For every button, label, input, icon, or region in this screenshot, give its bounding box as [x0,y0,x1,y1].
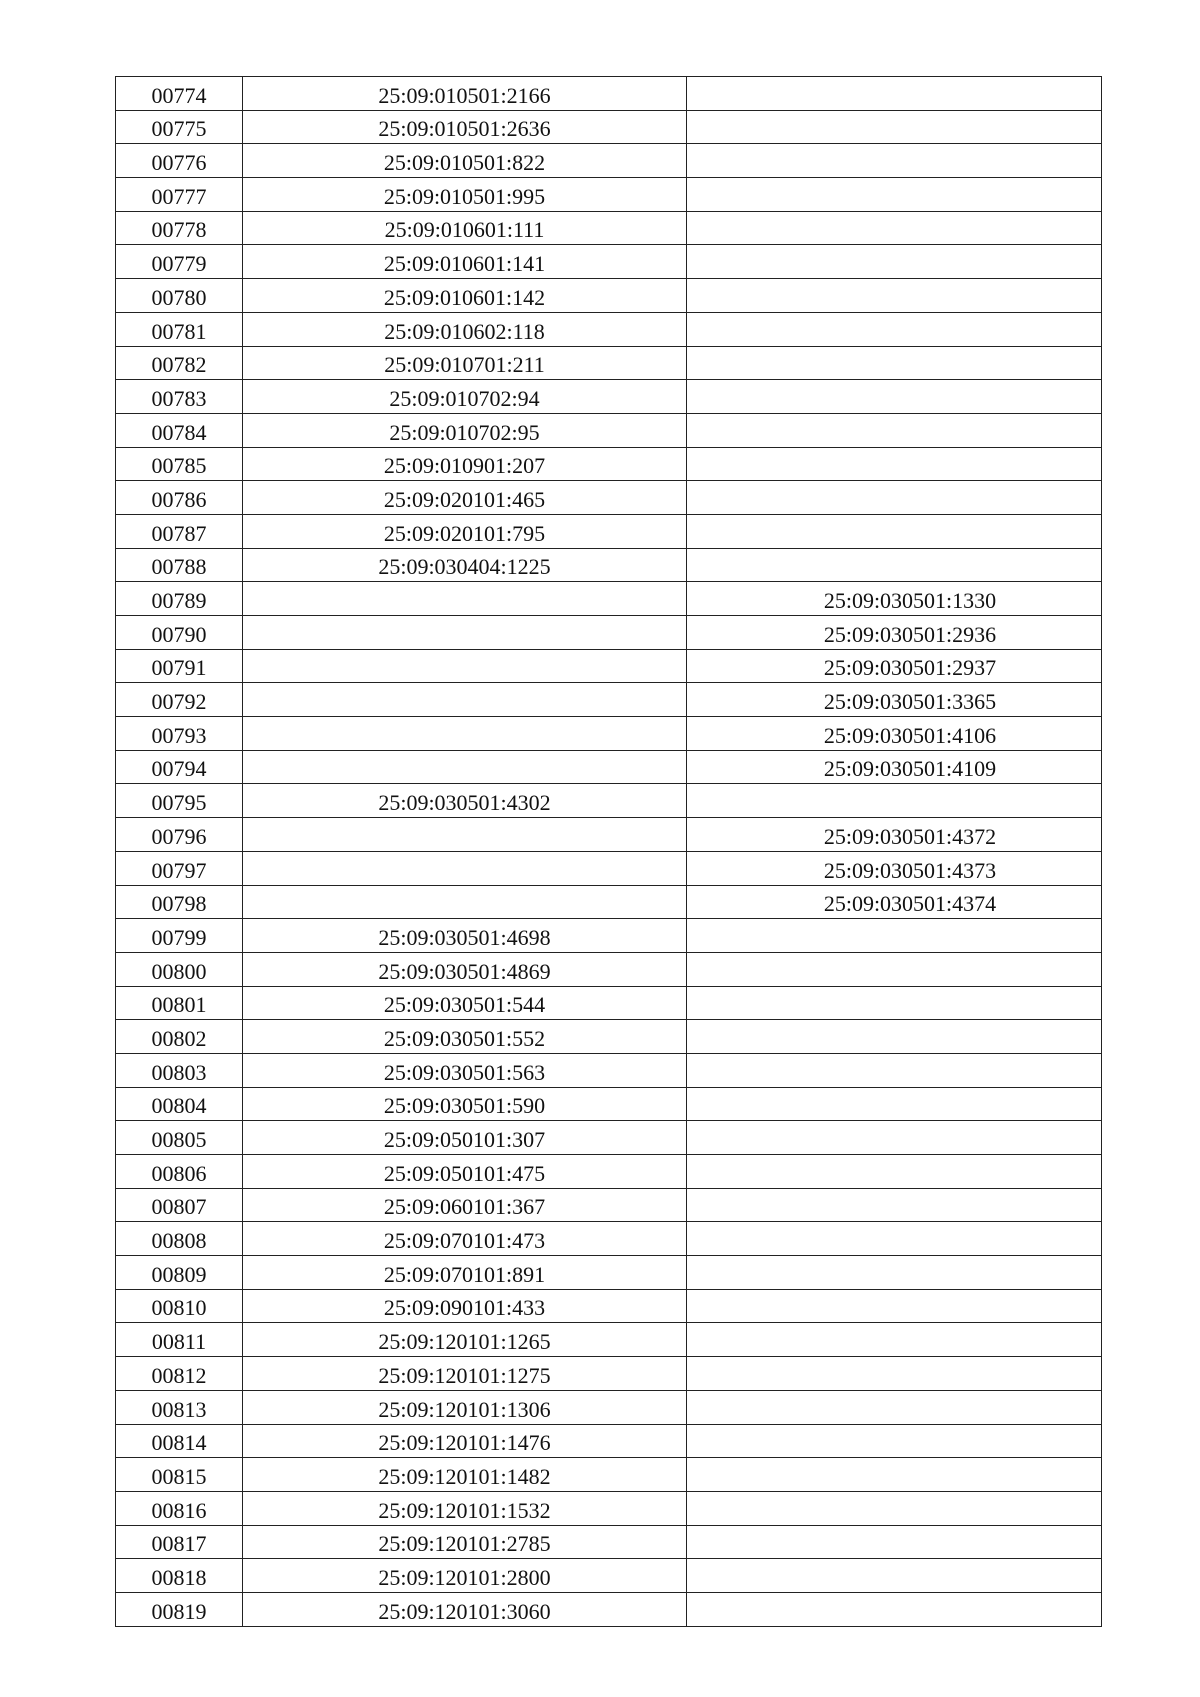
row-number-cell [116,1087,243,1121]
cadastral-number-cell-text: 25:09:120101:1265 [378,1329,551,1355]
additional-cadastral-number-cell [687,1390,1102,1424]
table-row [116,77,1102,111]
row-number-cell-text: 00819 [151,1598,207,1624]
additional-cadastral-number-cell [687,649,1102,683]
row-number-cell [116,1357,243,1391]
cadastral-number-cell [243,885,687,919]
row-number-cell [116,1390,243,1424]
additional-cadastral-number-cell [687,1592,1102,1626]
cadastral-number-cell-text: 25:09:120101:2785 [378,1531,551,1557]
row-number-cell [116,1525,243,1559]
additional-cadastral-number-cell [687,110,1102,144]
cadastral-number-cell-text: 25:09:120101:2800 [378,1564,551,1590]
table-row [116,1087,1102,1121]
table-row [116,514,1102,548]
row-number-cell [116,548,243,582]
row-number-cell [116,413,243,447]
table-row [116,616,1102,650]
table-row [116,717,1102,751]
additional-cadastral-number-cell-text: 25:09:030501:3365 [823,689,997,715]
cadastral-number-cell-text: 25:09:120101:3060 [378,1598,551,1624]
additional-cadastral-number-cell [687,178,1102,212]
table-row [116,1256,1102,1290]
additional-cadastral-number-cell [687,447,1102,481]
cadastral-number-cell [243,346,687,380]
cadastral-number-cell [243,986,687,1020]
cadastral-number-cell-text: 25:09:120101:1482 [378,1463,551,1489]
table-row [116,1592,1102,1626]
cadastral-number-cell [243,582,687,616]
additional-cadastral-number-cell [687,683,1102,717]
additional-cadastral-number-cell [687,77,1102,111]
row-number-cell-text: 00808 [151,1228,207,1254]
cadastral-number-cell-text: 25:09:030501:4869 [378,958,551,984]
table-row [116,1323,1102,1357]
additional-cadastral-number-cell [687,1087,1102,1121]
cadastral-number-cell [243,380,687,414]
table-row [116,818,1102,852]
row-number-cell-text: 00812 [151,1362,207,1388]
row-number-cell [116,717,243,751]
row-number-cell [116,279,243,313]
cadastral-number-cell [243,1559,687,1593]
additional-cadastral-number-cell [687,413,1102,447]
additional-cadastral-number-cell [687,885,1102,919]
additional-cadastral-number-cell [687,1053,1102,1087]
cadastral-number-cell-text: 25:09:010702:95 [389,419,540,445]
table-row [116,1525,1102,1559]
additional-cadastral-number-cell [687,784,1102,818]
table-row [116,1222,1102,1256]
table-row [116,380,1102,414]
additional-cadastral-number-cell [687,279,1102,313]
row-number-cell-text: 00805 [151,1127,207,1152]
additional-cadastral-number-cell [687,144,1102,178]
table-row [116,1155,1102,1189]
cadastral-number-cell-text: 25:09:010702:94 [389,385,540,411]
cadastral-number-cell [243,1525,687,1559]
row-number-cell-text: 00791 [151,655,207,681]
row-number-cell [116,1458,243,1492]
additional-cadastral-number-cell [687,1525,1102,1559]
row-number-cell-text: 00795 [151,790,207,816]
cadastral-number-cell-text: 25:09:010602:118 [384,318,545,344]
cadastral-number-cell [243,818,687,852]
cadastral-number-cell-text: 25:09:050101:307 [383,1127,546,1152]
cadastral-number-cell [243,851,687,885]
cadastral-number-cell [243,1087,687,1121]
additional-cadastral-number-cell-text: 25:09:030501:4106 [823,722,997,748]
cadastral-number-cell [243,1155,687,1189]
additional-cadastral-number-cell-text: 25:09:030501:4109 [823,756,997,782]
table-row [116,481,1102,515]
table-row [116,683,1102,717]
cadastral-number-cell-text: 25:09:030501:552 [383,1025,546,1051]
row-number-cell [116,1121,243,1155]
additional-cadastral-number-cell [687,1559,1102,1593]
row-number-cell-text: 00779 [151,251,207,277]
row-number-cell [116,514,243,548]
row-number-cell [116,481,243,515]
additional-cadastral-number-cell [687,1458,1102,1492]
row-number-cell-text: 00813 [151,1396,207,1422]
table-row [116,144,1102,178]
row-number-cell [116,1155,243,1189]
cadastral-number-cell [243,717,687,751]
cadastral-number-cell [243,1357,687,1391]
row-number-cell [116,346,243,380]
table-row [116,851,1102,885]
cadastral-number-cell [243,750,687,784]
row-number-cell [116,447,243,481]
row-number-cell [116,1020,243,1054]
row-number-cell [116,683,243,717]
cadastral-number-cell-text: 25:09:120101:1306 [378,1396,551,1422]
cadastral-number-cell [243,1323,687,1357]
additional-cadastral-number-cell [687,1357,1102,1391]
additional-cadastral-number-cell [687,582,1102,616]
additional-cadastral-number-cell [687,1155,1102,1189]
table-row [116,1491,1102,1525]
table-row [116,346,1102,380]
table-row [116,413,1102,447]
row-number-cell [116,1592,243,1626]
cadastral-number-cell [243,1424,687,1458]
row-number-cell [116,1053,243,1087]
row-number-cell-text: 00792 [151,689,207,715]
table-row [116,919,1102,953]
table-row [116,178,1102,212]
row-number-cell-text: 00787 [151,520,207,546]
table-row [116,1188,1102,1222]
table-row [116,245,1102,279]
table-row [116,1020,1102,1054]
row-number-cell [116,1188,243,1222]
row-number-cell-text: 00775 [151,116,207,142]
table-row [116,548,1102,582]
additional-cadastral-number-cell-text: 25:09:030501:2937 [823,655,997,681]
cadastral-number-cell-text: 25:09:090101:433 [383,1295,546,1321]
row-number-cell [116,1559,243,1593]
cadastral-number-cell-text: 25:09:060101:367 [383,1194,546,1220]
row-number-cell [116,784,243,818]
row-number-cell-text: 00818 [151,1564,207,1590]
row-number-cell-text: 00789 [151,588,207,613]
row-number-cell-text: 00777 [151,183,207,209]
cadastral-number-cell [243,211,687,245]
additional-cadastral-number-cell [687,481,1102,515]
row-number-cell-text: 00783 [151,385,207,411]
additional-cadastral-number-cell [687,312,1102,346]
table-row [116,110,1102,144]
additional-cadastral-number-cell [687,1323,1102,1357]
cadastral-number-cell [243,919,687,953]
table-row [116,885,1102,919]
row-number-cell [116,885,243,919]
row-number-cell [116,1491,243,1525]
cadastral-number-cell [243,77,687,111]
row-number-cell-text: 00778 [151,217,207,243]
row-number-cell-text: 00810 [151,1295,207,1321]
row-number-cell [116,1289,243,1323]
cadastral-number-cell-text: 25:09:010601:111 [384,217,545,243]
additional-cadastral-number-cell [687,1222,1102,1256]
cadastral-number-cell [243,616,687,650]
row-number-cell [116,312,243,346]
additional-cadastral-number-cell [687,818,1102,852]
cadastral-number-cell [243,110,687,144]
row-number-cell [116,380,243,414]
row-number-cell-text: 00796 [151,823,207,849]
additional-cadastral-number-cell [687,919,1102,953]
table-row [116,211,1102,245]
row-number-cell-text: 00780 [151,284,207,310]
cadastral-number-cell-text: 25:09:050101:475 [383,1160,546,1186]
cadastral-number-cell [243,1053,687,1087]
cadastral-number-cell-text: 25:09:030501:4698 [378,924,551,950]
cadastral-number-cell-text: 25:09:120101:1275 [378,1362,551,1388]
table-row [116,1458,1102,1492]
cadastral-number-cell [243,481,687,515]
row-number-cell-text: 00781 [151,318,207,344]
row-number-cell [116,649,243,683]
row-number-cell-text: 00786 [151,486,207,512]
cadastral-number-cell [243,1222,687,1256]
row-number-cell [116,1323,243,1357]
table-row [116,447,1102,481]
additional-cadastral-number-cell [687,1121,1102,1155]
row-number-cell-text: 00782 [151,352,207,378]
cadastral-number-cell-text: 25:09:070101:473 [383,1228,546,1254]
additional-cadastral-number-cell-text: 25:09:030501:2936 [823,621,997,647]
row-number-cell [116,1256,243,1290]
additional-cadastral-number-cell [687,245,1102,279]
additional-cadastral-number-cell [687,346,1102,380]
row-number-cell-text: 00790 [151,621,207,647]
row-number-cell [116,178,243,212]
row-number-cell [116,851,243,885]
cadastral-number-cell-text: 25:09:010501:2166 [378,82,551,108]
table-row [116,649,1102,683]
cadastral-number-cell-text: 25:09:030501:563 [383,1059,546,1085]
table-row [116,750,1102,784]
cadastral-number-cell [243,784,687,818]
row-number-cell [116,1222,243,1256]
cadastral-number-cell [243,1020,687,1054]
row-number-cell [116,77,243,111]
table-row [116,1121,1102,1155]
cadastral-number-cell-text: 25:09:010601:141 [383,251,546,277]
cadastral-number-cell [243,312,687,346]
cadastral-number-table [115,76,1102,1627]
cadastral-number-cell [243,1256,687,1290]
cadastral-number-cell [243,952,687,986]
row-number-cell-text: 00776 [151,150,207,176]
row-number-cell-text: 00798 [151,891,207,917]
cadastral-number-cell [243,1289,687,1323]
additional-cadastral-number-cell [687,380,1102,414]
table-row [116,1357,1102,1391]
table-row [116,279,1102,313]
cadastral-number-cell-text: 25:09:030501:4302 [378,790,551,816]
row-number-cell [116,616,243,650]
additional-cadastral-number-cell [687,1491,1102,1525]
table-row [116,1559,1102,1593]
cadastral-number-cell [243,1592,687,1626]
cadastral-number-cell-text: 25:09:020101:465 [383,486,546,512]
row-number-cell-text: 00806 [151,1160,207,1186]
cadastral-number-cell [243,245,687,279]
additional-cadastral-number-cell [687,952,1102,986]
additional-cadastral-number-cell-text: 25:09:030501:1330 [823,588,997,613]
cadastral-number-cell [243,649,687,683]
row-number-cell-text: 00784 [151,419,207,445]
cadastral-number-cell-text: 25:09:010501:822 [383,150,546,176]
cadastral-number-cell [243,144,687,178]
table-body [116,77,1102,1627]
row-number-cell-text: 00804 [151,1093,207,1119]
row-number-cell-text: 00802 [151,1025,207,1051]
additional-cadastral-number-cell [687,1188,1102,1222]
cadastral-number-cell [243,548,687,582]
cadastral-number-cell-text: 25:09:010701:211 [384,352,545,378]
table-row [116,1390,1102,1424]
row-number-cell-text: 00785 [151,453,207,479]
row-number-cell-text: 00774 [151,82,207,108]
additional-cadastral-number-cell [687,1424,1102,1458]
table-row [116,582,1102,616]
table-row [116,1053,1102,1087]
additional-cadastral-number-cell [687,750,1102,784]
row-number-cell-text: 00815 [151,1463,207,1489]
table-row [116,986,1102,1020]
cadastral-number-cell-text: 25:09:070101:891 [383,1261,546,1287]
additional-cadastral-number-cell-text: 25:09:030501:4374 [823,891,997,917]
additional-cadastral-number-cell-text: 25:09:030501:4372 [823,823,997,849]
row-number-cell-text: 00807 [151,1194,207,1220]
cadastral-number-cell [243,413,687,447]
row-number-cell [116,211,243,245]
additional-cadastral-number-cell [687,717,1102,751]
row-number-cell [116,952,243,986]
row-number-cell-text: 00817 [151,1531,207,1557]
row-number-cell-text: 00793 [151,722,207,748]
cadastral-number-cell [243,1458,687,1492]
row-number-cell-text: 00814 [151,1430,207,1456]
table-row [116,312,1102,346]
additional-cadastral-number-cell [687,1289,1102,1323]
additional-cadastral-number-cell-text: 25:09:030501:4373 [823,857,997,883]
row-number-cell [116,818,243,852]
cadastral-number-cell-text: 25:09:030501:544 [383,992,546,1018]
row-number-cell [116,1424,243,1458]
cadastral-number-cell [243,1491,687,1525]
row-number-cell-text: 00794 [151,756,207,782]
cadastral-number-cell-text: 25:09:020101:795 [383,520,546,546]
additional-cadastral-number-cell [687,616,1102,650]
row-number-cell-text: 00816 [151,1497,207,1523]
cadastral-number-cell-text: 25:09:120101:1532 [378,1497,551,1523]
row-number-cell-text: 00803 [151,1059,207,1085]
row-number-cell [116,582,243,616]
additional-cadastral-number-cell [687,1020,1102,1054]
cadastral-number-cell-text: 25:09:010601:142 [383,284,546,310]
table-row [116,1424,1102,1458]
cadastral-number-cell [243,178,687,212]
row-number-cell-text: 00788 [151,554,207,580]
cadastral-number-cell-text: 25:09:030501:590 [383,1093,546,1119]
cadastral-number-cell [243,514,687,548]
row-number-cell [116,986,243,1020]
row-number-cell [116,110,243,144]
row-number-cell-text: 00797 [151,857,207,883]
table-row [116,784,1102,818]
additional-cadastral-number-cell [687,211,1102,245]
cadastral-number-cell-text: 25:09:010501:995 [383,183,546,209]
additional-cadastral-number-cell [687,548,1102,582]
cadastral-number-cell [243,447,687,481]
cadastral-number-cell-text: 25:09:120101:1476 [378,1430,551,1456]
table-row [116,952,1102,986]
row-number-cell [116,750,243,784]
cadastral-number-cell-text: 25:09:010901:207 [383,453,546,479]
additional-cadastral-number-cell [687,851,1102,885]
cadastral-number-cell [243,1390,687,1424]
table-row [116,1289,1102,1323]
cadastral-number-cell [243,683,687,717]
row-number-cell-text: 00799 [151,924,207,950]
additional-cadastral-number-cell [687,514,1102,548]
cadastral-number-cell [243,1121,687,1155]
row-number-cell-text: 00811 [151,1329,207,1355]
row-number-cell [116,919,243,953]
cadastral-number-cell [243,1188,687,1222]
row-number-cell [116,245,243,279]
cadastral-number-cell-text: 25:09:030404:1225 [378,554,551,580]
cadastral-number-cell [243,279,687,313]
row-number-cell-text: 00809 [151,1261,207,1287]
row-number-cell [116,144,243,178]
cadastral-number-cell-text: 25:09:010501:2636 [378,116,551,142]
row-number-cell-text: 00800 [151,958,207,984]
additional-cadastral-number-cell [687,986,1102,1020]
additional-cadastral-number-cell [687,1256,1102,1290]
row-number-cell-text: 00801 [151,992,207,1018]
